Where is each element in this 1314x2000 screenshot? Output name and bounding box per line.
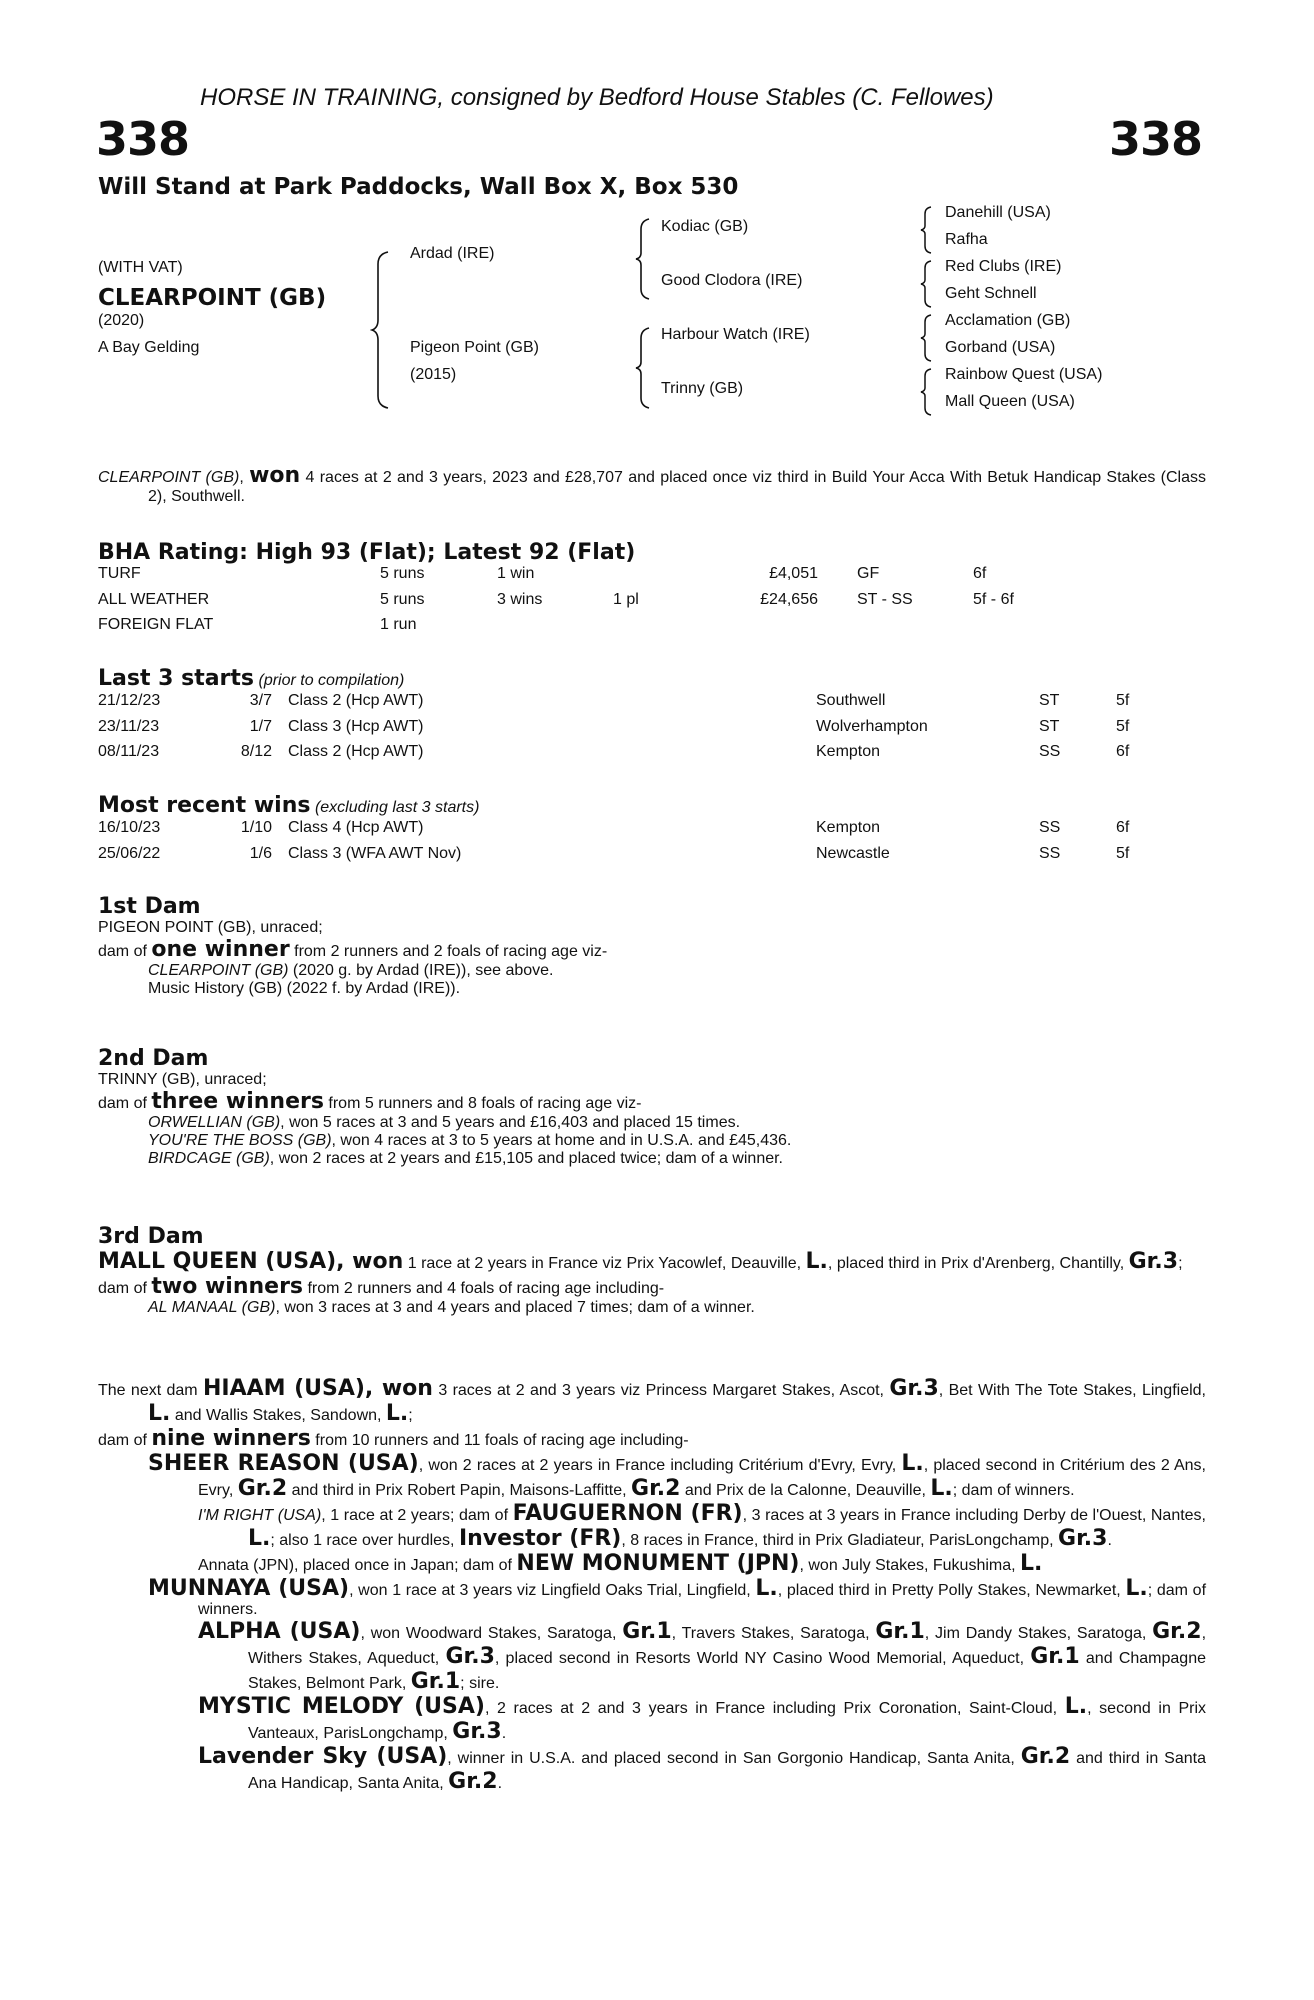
win-course: Newcastle [816,844,890,862]
dam-name: Pigeon Point (GB) [410,339,539,356]
win-date: 25/06/22 [98,844,161,862]
rating-surface: ALL WEATHER [98,590,210,608]
first-dam-produce: dam of one winner from 2 runners and 2 foals of racing age viz- [98,937,608,962]
sire-name: Ardad (IRE) [410,245,495,262]
rating-prize: £24,656 [760,590,818,608]
second-dam-title: 2nd Dam [98,1046,209,1071]
first-dam-title: 1st Dam [98,894,201,919]
start-row [98,692,1206,718]
next-dam-grandfoal: MYSTIC MELODY (USA), 2 races at 2 and 3 years in France including Prix Coronation, Saint-Cloud, L., second in Prix Vanteaux, ParisLongchamp, Gr.3. [198,1694,1207,1744]
recent-table [98,819,1206,870]
next-dam-grandfoal: Annata (JPN), placed once in Japan; dam of NEW MONUMENT (JPN), won July Stakes, Fukushima, L. [198,1551,1043,1576]
rating-row [98,616,1206,642]
rating-prize: £4,051 [769,565,818,582]
last3-note: (prior to compilation) [258,672,405,689]
dam-year: (2015) [410,366,457,383]
next-dam-foal: MUNNAYA (USA), won 1 race at 3 years viz Lingfield Oaks Trial, Lingfield, L., placed third in Pretty Polly Stakes, Newmarket, L.; dam of winners. [148,1576,1207,1618]
g4-sss: Danehill (USA) [945,204,1051,221]
rating-runs: 5 runs [380,590,425,608]
start-course: Kempton [816,743,881,760]
second-dam-foal: BIRDCAGE (GB), won 2 races at 2 years and £15,105 and placed twice; dam of a winner. [148,1150,783,1167]
summary-won: won [249,463,301,488]
pedigree-brace-g4-1 [919,205,933,255]
start-date: 21/12/23 [98,692,161,709]
start-distance: 5f [1116,692,1130,709]
second-dam-foal: YOU'RE THE BOSS (GB), won 4 races at 3 to 5 years at home and in U.S.A. and £45,436. [148,1132,792,1149]
rating-going: ST - SS [857,590,913,608]
pedigree-brace-dam [634,326,652,410]
stand-location: Will Stand at Park Paddocks, Wall Box X, Box 530 [98,174,739,200]
start-position: 1/7 [249,717,272,735]
summary-text-1: 4 races at 2 and 3 years, 2023 and £28,707 and placed once viz third [300,469,809,486]
win-distance: 5f [1116,844,1130,862]
start-race: Class 2 (Hcp AWT) [288,692,424,709]
second-dam-foal: ORWELLIAN (GB), won 5 races at 3 and 5 years and £16,403 and placed 15 times. [148,1114,741,1131]
next-dam-section [98,1376,1206,1794]
sire-dam: Good Clodora (IRE) [661,272,803,289]
horse-name: CLEARPOINT (GB) [98,285,327,311]
horse-year: (2020) [98,312,145,329]
win-position: 1/6 [249,844,272,862]
pedigree-brace-main [370,250,392,410]
win-distance: 6f [1116,819,1130,836]
next-dam-foal: SHEER REASON (USA), won 2 races at 2 years in France including Critérium d'Evry, Evry, L., placed second in Critérium des 2 Ans, Evry, Gr.2 and third in Prix Robert Papin, Maisons-Laffitte, Gr.2 and Prix de la Calonne, Deauville, L.; dam of winners. [148,1451,1206,1501]
win-surface: SS [1039,844,1061,862]
race-summary: CLEARPOINT (GB), won 4 races at 2 and 3 years, 2023 and £28,707 and placed once viz third in Build Your Acca With Betuk Handicap Stakes (Class 2), Southwell. [98,463,1206,505]
pedigree-brace-g4-3 [919,313,933,363]
rating-wins: 1 win [497,565,535,582]
next-dam-record: The next dam HIAAM (USA), won 3 races at 2 and 3 years viz Princess Margaret Stakes, Ascot, Gr.3, Bet With The Tote Stakes, Lingfield, L. and Wallis Stakes, Sandown, L.; [98,1376,1206,1426]
third-dam-produce: dam of two winners from 2 runners and 4 foals of racing age including- [98,1274,665,1299]
lot-number-left: 338 [96,112,190,166]
last3-heading [98,666,404,691]
win-surface: SS [1039,819,1061,836]
pedigree-brace-sire [634,217,652,301]
rating-row [98,565,1206,591]
win-course: Kempton [816,819,881,836]
start-position: 3/7 [249,692,272,709]
first-dam-foal: CLEARPOINT (GB) (2020 g. by Ardad (IRE)), see above. [148,962,554,979]
vat-note: (WITH VAT) [98,259,183,276]
win-position: 1/10 [240,819,272,836]
last3-table [98,692,1206,769]
start-course: Wolverhampton [816,717,928,735]
horse-description: A Bay Gelding [98,339,200,356]
next-dam-grandfoal: Lavender Sky (USA), winner in U.S.A. and placed second in San Gorgonio Handicap, Santa Anita, Gr.2 and third in Santa Ana Handicap, Santa Anita, Gr.2. [198,1744,1206,1794]
second-dam-produce: dam of three winners from 5 runners and 8 foals of racing age viz- [98,1089,642,1114]
start-date: 23/11/23 [98,717,160,735]
third-dam-record: MALL QUEEN (USA), won 1 race at 2 years in France viz Prix Yacowlef, Deauville, L., placed third in Prix d'Arenberg, Chantilly, Gr.3; [98,1249,1183,1274]
third-dam-title: 3rd Dam [98,1224,204,1249]
rating-runs: 1 run [380,616,417,633]
win-race: Class 4 (Hcp AWT) [288,819,424,836]
start-course: Southwell [816,692,886,709]
rating-distance: 6f [973,565,987,582]
start-date: 08/11/23 [98,743,160,760]
win-date: 16/10/23 [98,819,161,836]
rating-runs: 5 runs [380,565,425,582]
start-distance: 5f [1116,717,1130,735]
start-position: 8/12 [240,743,272,760]
start-race: Class 2 (Hcp AWT) [288,743,424,760]
recent-note: (excluding last 3 starts) [314,799,480,816]
first-dam-foal: Music History (GB) (2022 f. by Ardad (IRE)). [148,980,461,997]
g4-ssd: Rafha [945,231,988,248]
next-dam-grandfoal: ALPHA (USA), won Woodward Stakes, Saratoga, Gr.1, Travers Stakes, Saratoga, Gr.1, Jim Dandy Stakes, Saratoga, Gr.2, Withers Stakes, Aqueduct, Gr.3, placed second in Resorts World NY Casino Wood Memorial, Aqueduct, Gr.1 and Champagne Stakes, Belmont Park, Gr.1; sire. [198,1619,1207,1694]
rating-surface: FOREIGN FLAT [98,616,214,633]
second-dam-line: TRINNY (GB), unraced; [98,1071,267,1088]
recent-title: Most recent wins [98,793,311,818]
g4-sdd: Geht Schnell [945,285,1037,302]
win-row [98,819,1206,845]
second-dam-section [98,1046,1206,1168]
next-dam-produce: dam of nine winners from 10 runners and 11 foals of racing age including- [98,1426,689,1451]
start-distance: 6f [1116,743,1130,760]
rating-surface: TURF [98,565,141,582]
g4-dds: Rainbow Quest (USA) [945,366,1103,383]
rating-distance: 5f - 6f [973,590,1014,608]
recent-heading [98,793,479,818]
lot-number-right: 338 [1108,112,1202,166]
first-dam-line: PIGEON POINT (GB), unraced; [98,919,323,936]
pedigree-brace-g4-4 [919,367,933,417]
rating-going: GF [857,565,880,582]
catalogue-subtitle: HORSE IN TRAINING, consigned by Bedford House Stables (C. Fellowes) [200,84,994,111]
g4-dsd: Gorband (USA) [945,339,1056,356]
summary-horse-name: CLEARPOINT (GB) [98,469,240,486]
g4-ddd: Mall Queen (USA) [945,393,1075,410]
win-row [98,845,1206,871]
first-dam-section [98,894,1206,998]
win-race: Class 3 (WFA AWT Nov) [288,844,462,862]
dam-dam: Trinny (GB) [661,380,744,397]
g4-dss: Acclamation (GB) [945,312,1071,329]
dam-sire: Harbour Watch (IRE) [661,326,810,343]
bha-rating-title: BHA Rating: High 93 (Flat); Latest 92 (Flat) [98,540,636,565]
g4-sds: Red Clubs (IRE) [945,258,1062,275]
start-surface: SS [1039,743,1061,760]
pedigree-brace-g4-2 [919,259,933,309]
start-race: Class 3 (Hcp AWT) [288,717,424,735]
third-dam-foal: AL MANAAL (GB), won 3 races at 3 and 4 years and placed 7 times; dam of a winner. [148,1299,755,1316]
rating-wins: 3 wins [497,590,543,608]
start-surface: ST [1039,717,1060,735]
start-surface: ST [1039,692,1060,709]
rating-table [98,565,1206,642]
rating-placed: 1 pl [613,590,639,608]
next-dam-grandfoal: I'M RIGHT (USA), 1 race at 2 years; dam of FAUGUERNON (FR), 3 races at 3 years in France including Derby de l'Ouest, Nantes, L.; also 1 race over hurdles, Investor (FR), 8 races in France, third in Prix Gladiateur, ParisLongchamp, Gr.3. [198,1501,1207,1551]
start-row [98,718,1206,744]
rating-row [98,591,1206,617]
summary-text-2: in Build Your Acca With Betuk Handicap Stakes (Class 2), Southwell. [148,469,1206,505]
third-dam-section [98,1224,1206,1317]
sire-sire: Kodiac (GB) [661,218,749,235]
start-row [98,743,1206,769]
last3-title: Last 3 starts [98,666,255,691]
